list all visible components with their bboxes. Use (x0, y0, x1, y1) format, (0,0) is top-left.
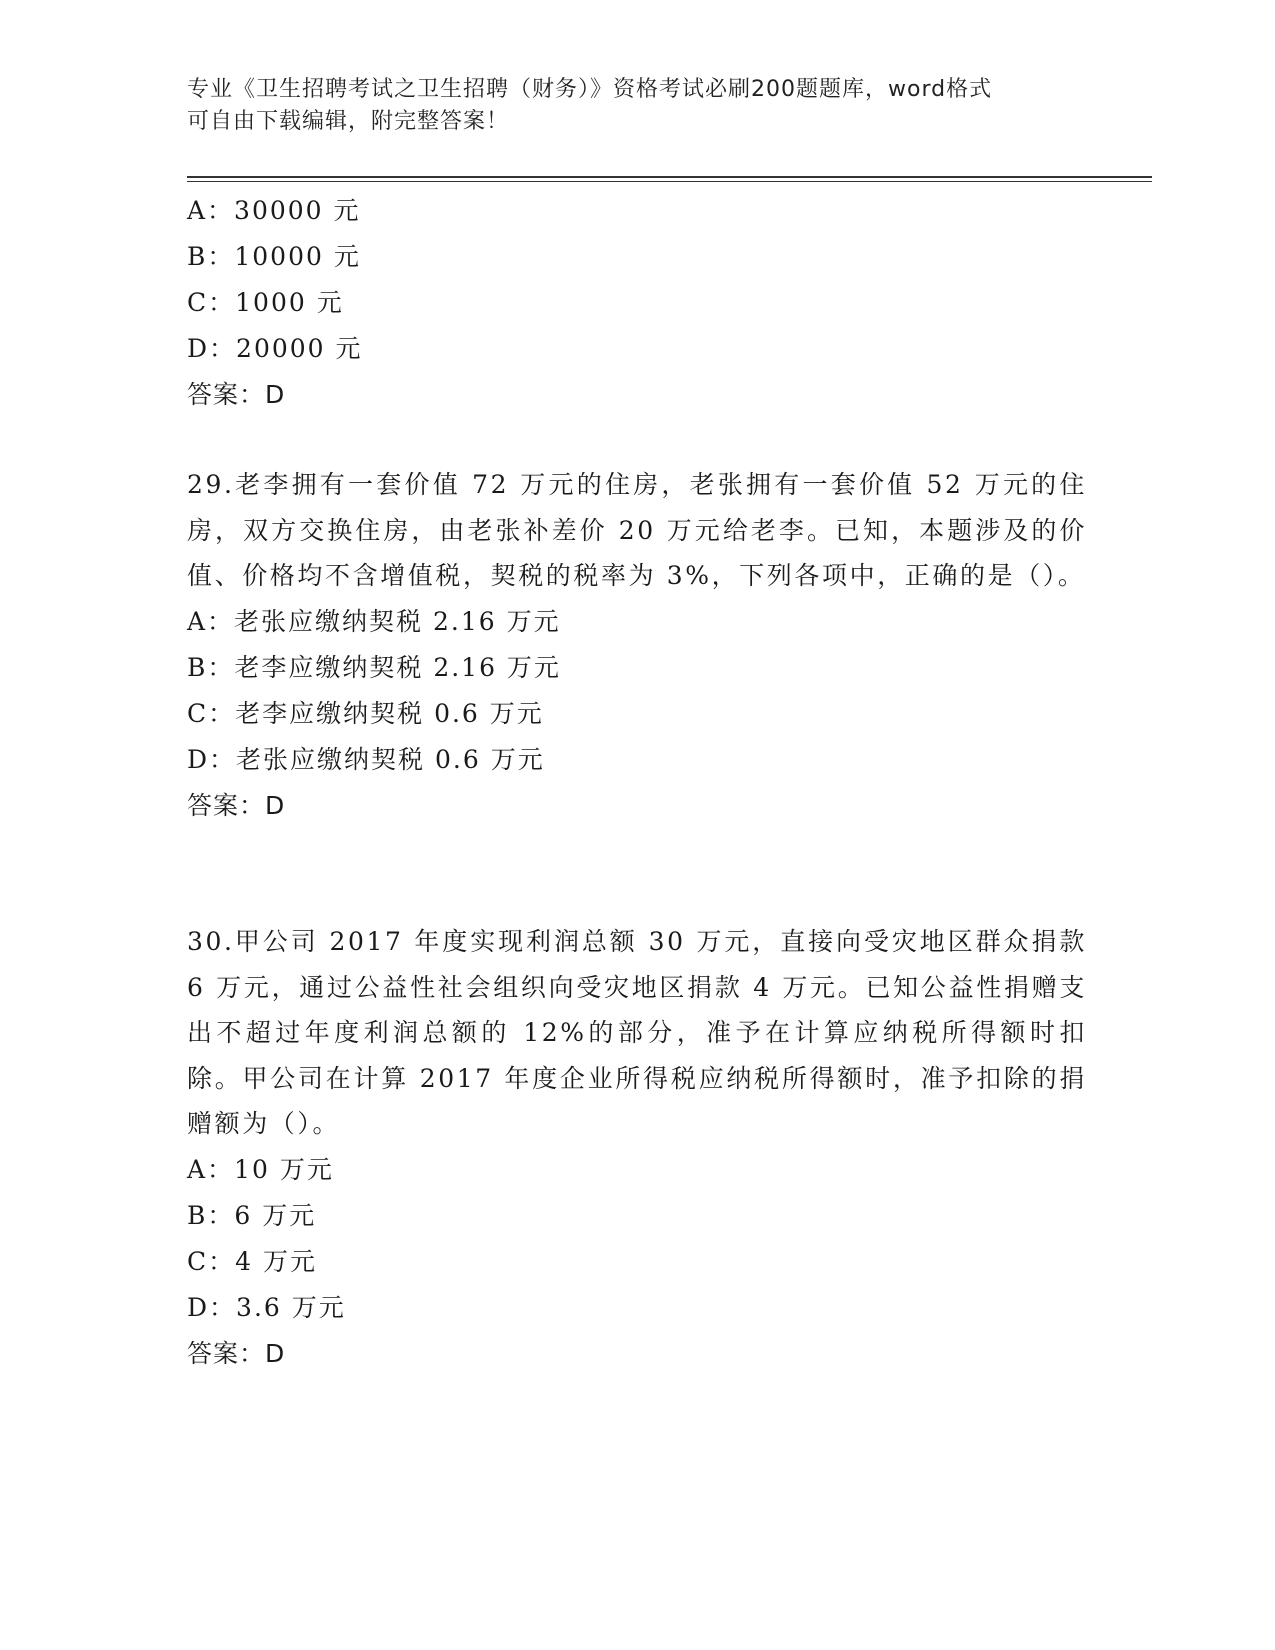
option-d: D：20000 元 (187, 334, 363, 363)
answer-label: 答案：D (187, 790, 286, 820)
option-c: C：1000 元 (187, 288, 344, 317)
document-header (187, 74, 1087, 138)
option-a: A：30000 元 (187, 196, 361, 225)
option-d: D：老张应缴纳契税 0.6 万元 (187, 744, 545, 774)
option-b: B：6 万元 (187, 1200, 317, 1230)
header-title-line2: 可自由下载编辑，附完整答案！ (187, 109, 510, 134)
question-30-block (187, 919, 1087, 1377)
question-text: 29.老李拥有一套价值 72 万元的住房，老张拥有一套价值 52 万元的住房，双方交换住房，由老张补差价 20 万元给老李。已知，本题涉及的价值、价格均不含增值税，契税的税率为 3%，下列各项中，正确的是（）。 (187, 470, 1087, 590)
header-title-line1: 专业《卫生招聘考试之卫生招聘（财务）》资格考试必刷200题题库，word格式 (187, 77, 993, 102)
option-d: D：3.6 万元 (187, 1292, 346, 1322)
answer-label: 答案：D (187, 1338, 286, 1368)
header-divider-thin (187, 181, 1152, 182)
option-c: C：老李应缴纳契税 0.6 万元 (187, 698, 544, 728)
option-b: B：10000 元 (187, 242, 361, 271)
answer-label: 答案：D (187, 380, 286, 409)
option-a: A：老张应缴纳契税 2.16 万元 (187, 606, 561, 636)
question-29-block (187, 462, 1087, 829)
header-divider-thick (187, 176, 1152, 178)
option-c: C：4 万元 (187, 1246, 317, 1276)
option-a: A：10 万元 (187, 1154, 334, 1184)
question-text: 30.甲公司 2017 年度实现利润总额 30 万元，直接向受灾地区群众捐款 6 万元，通过公益性社会组织向受灾地区捐款 4 万元。已知公益性捐赠支出不超过年度利润总额的 12%的部分，准予在计算应纳税所得额时扣除。甲公司在计算 2017 年度企业所得税应纳税所得额时，准予扣除的捐赠额为（）。 (187, 927, 1087, 1138)
option-b: B：老李应缴纳契税 2.16 万元 (187, 652, 561, 682)
question-28-block (187, 188, 1087, 418)
